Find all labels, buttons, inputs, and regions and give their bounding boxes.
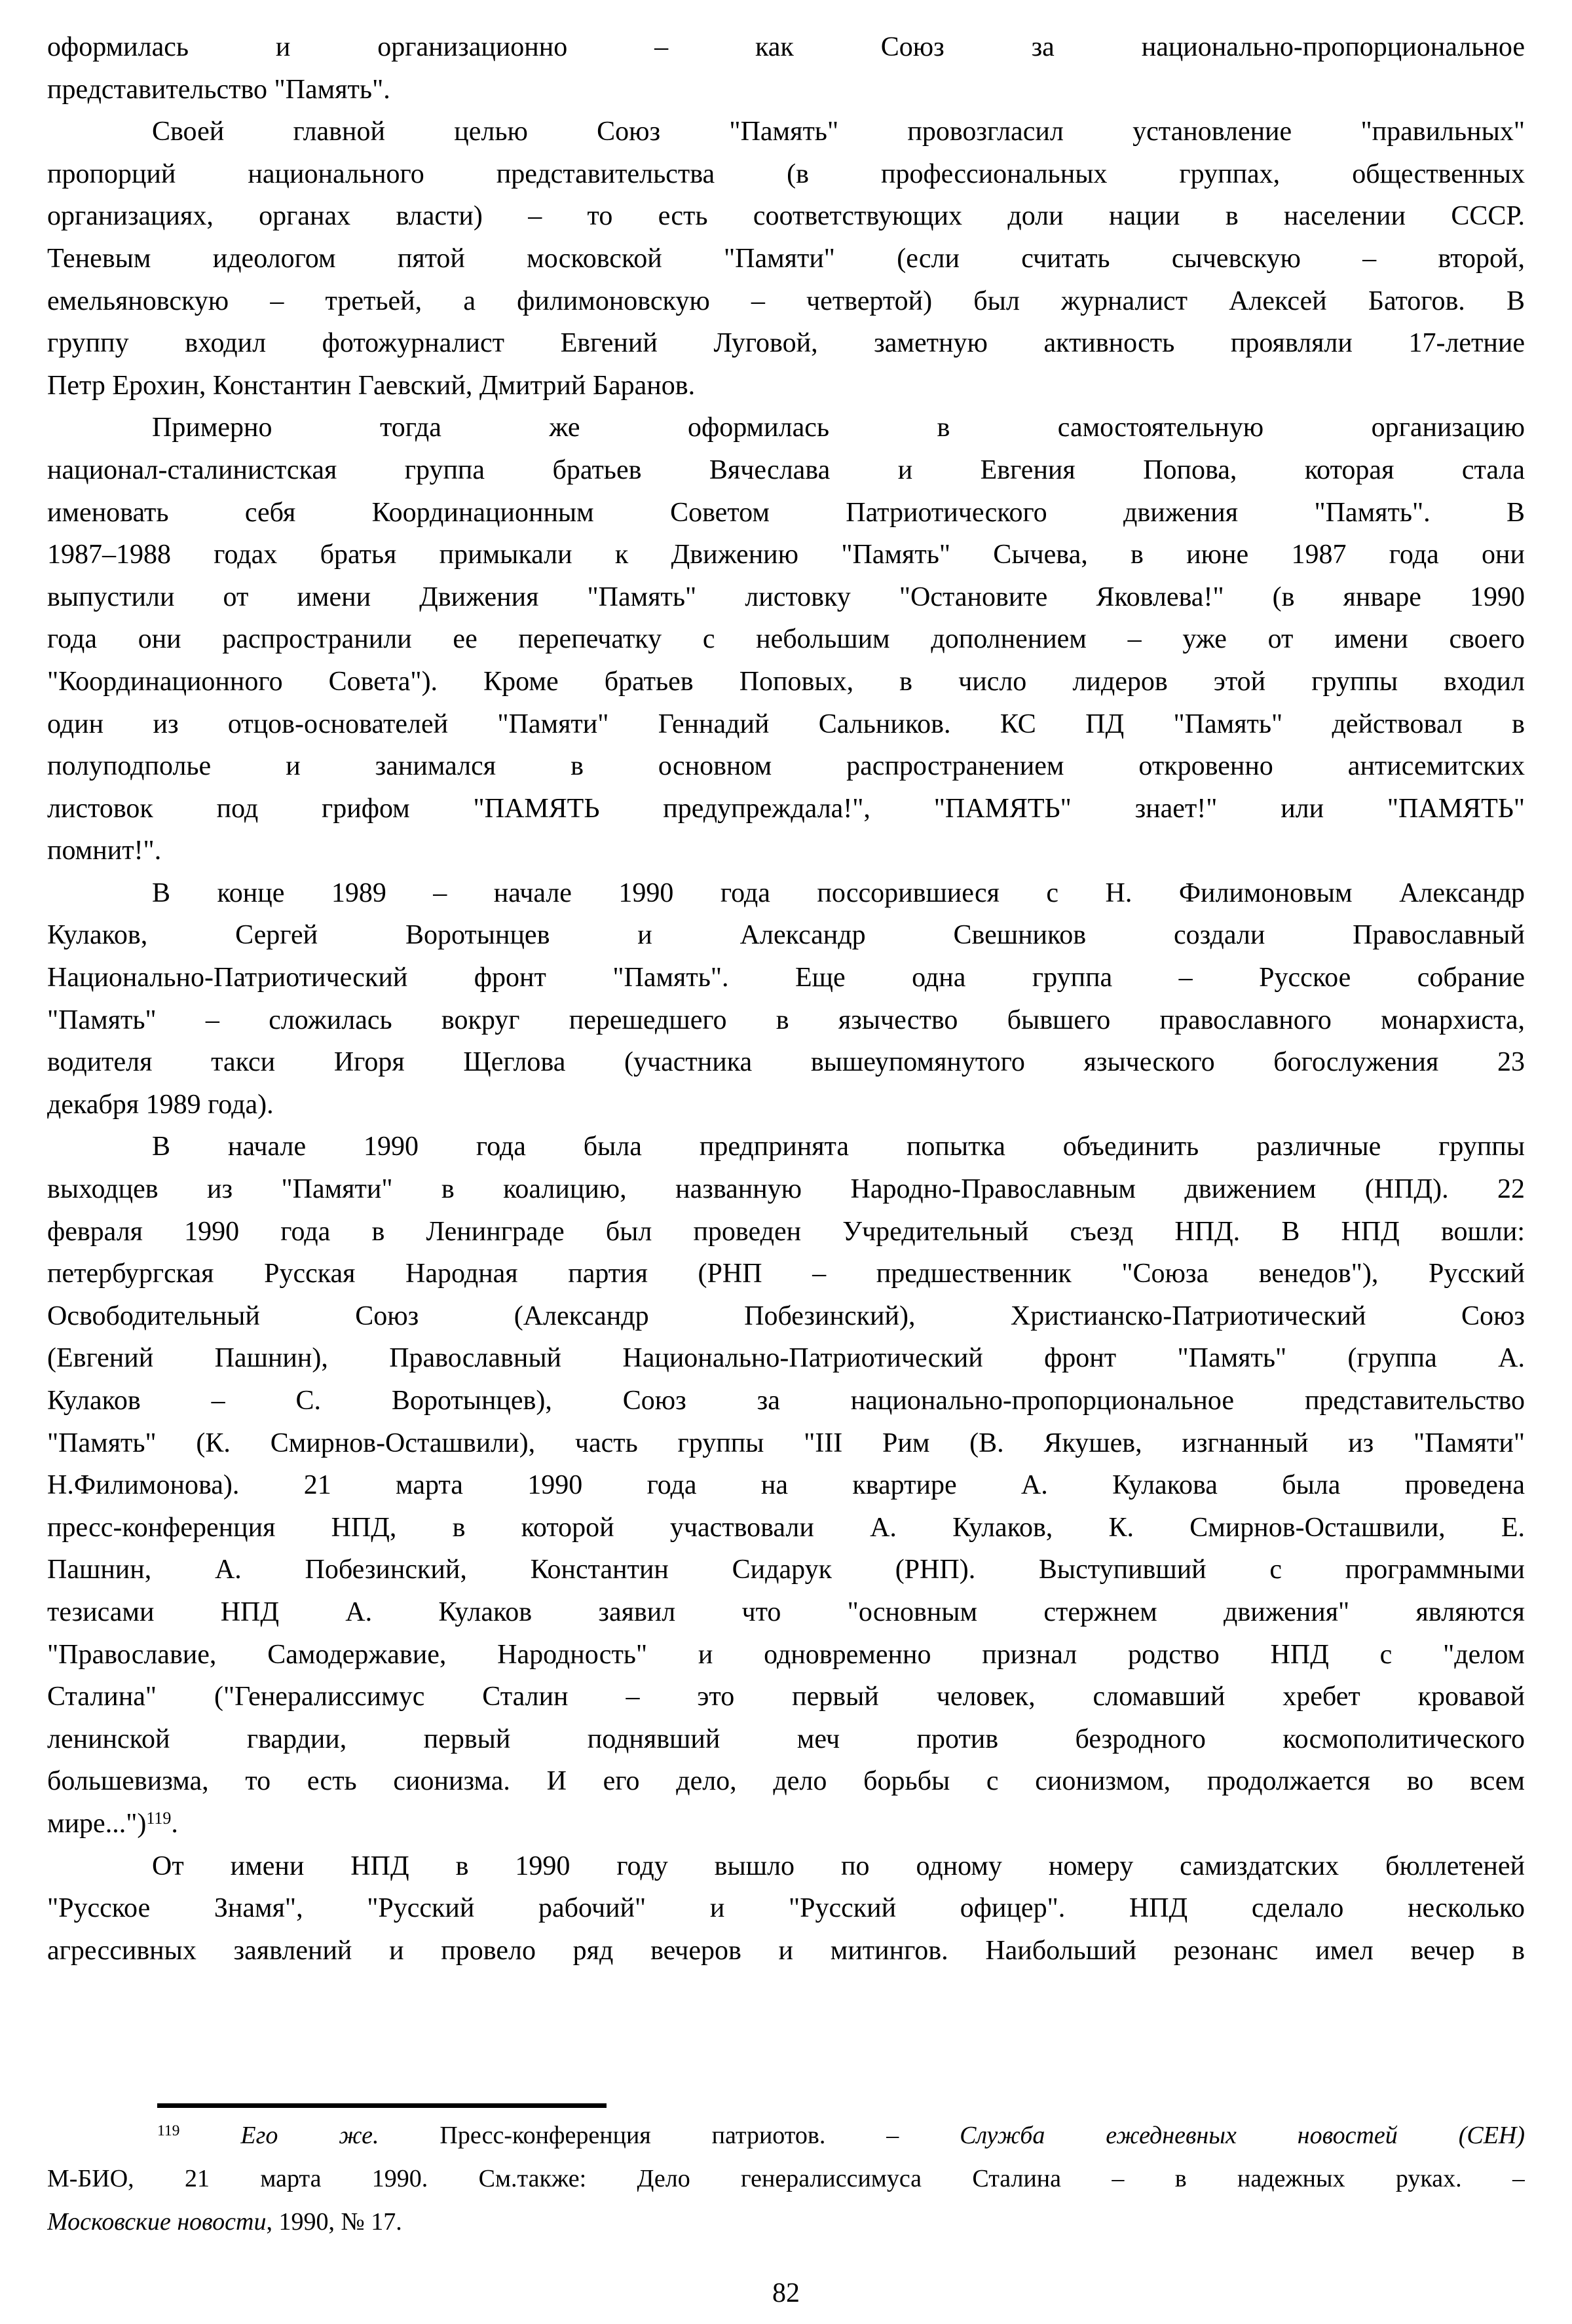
text-segment: "Православие, Самодержавие, Народность" и одновременно признал родство НПД с "делом	[47, 1639, 1525, 1670]
text-line	[47, 1253, 1525, 1295]
text-line	[47, 153, 1525, 196]
text-segment: "Память" (К. Смирнов-Осташвили), часть группы "III Рим (В. Якушев, изгнанный из "Памяти"	[47, 1428, 1525, 1458]
text-segment: емельяновскую – третьей, а филимоновскую – четвертой) был журналист Алексей Батогов. В	[47, 286, 1525, 316]
text-line	[47, 111, 1525, 153]
text-line	[47, 1422, 1525, 1465]
text-segment: именовать себя Координационным Советом Патриотического движения "Память". В	[47, 497, 1525, 528]
text-segment: 1987–1988 годах братья примыкали к Движению "Память" Сычева, в июне 1987 года они	[47, 540, 1525, 570]
text-segment: представительство "Память".	[47, 74, 390, 105]
main-text-block	[47, 26, 1525, 1972]
text-line	[47, 1295, 1525, 1338]
text-line	[47, 322, 1525, 365]
text-segment: В начале 1990 года была предпринята попытка объединить различные группы	[152, 1132, 1525, 1162]
text-segment: февраля 1990 года в Ленинграде был проведен Учредительный съезд НПД. В НПД вошли:	[47, 1216, 1525, 1247]
text-segment: Петр Ерохин, Константин Гаевский, Дмитрий Баранов.	[47, 370, 696, 401]
text-line	[47, 1126, 1525, 1168]
text-segment: Кулаков – С. Воротынцев), Союз за национально-пропорциональное представительство	[47, 1386, 1525, 1416]
text-segment: петербургская Русская Народная партия (РНП – предшественник "Союза венедов"), Русский	[47, 1259, 1525, 1289]
text-segment: листовок под грифом "ПАМЯТЬ предупреждала!", "ПАМЯТЬ" знает!" или "ПАМЯТЬ"	[47, 793, 1525, 824]
text-line	[47, 1803, 1525, 1845]
text-segment: один из отцов-основателей "Памяти" Геннадий Сальников. КС ПД "Память" действовал в	[47, 709, 1525, 739]
text-line	[47, 407, 1525, 449]
text-line	[47, 238, 1525, 280]
text-line	[47, 26, 1525, 69]
text-line	[47, 1591, 1525, 1634]
text-segment: М-БИО, 21 марта 1990. См.также: Дело генералиссимуса Сталина – в надежных руках. –	[47, 2165, 1525, 2192]
text-segment: ленинской гвардии, первый поднявший меч против безродного космополитического	[47, 1724, 1525, 1754]
paragraph	[47, 2114, 1525, 2243]
text-line	[47, 449, 1525, 492]
text-segment: Примерно тогда же оформилась в самостоятельную организацию	[152, 413, 1525, 443]
text-line	[47, 830, 1525, 872]
text-line	[47, 1930, 1525, 1972]
text-line	[47, 618, 1525, 661]
text-line	[47, 745, 1525, 788]
text-line	[47, 365, 1525, 407]
text-line	[47, 1887, 1525, 1930]
text-line	[47, 280, 1525, 323]
text-segment: "Русское Знамя", "Русский рабочий" и "Русский офицер". НПД сделало несколько	[47, 1893, 1525, 1924]
text-line	[47, 872, 1525, 915]
text-segment: От имени НПД в 1990 году вышло по одному номеру самиздатских бюллетеней	[152, 1851, 1525, 1881]
text-segment: помнит!".	[47, 836, 162, 866]
footnote-separator-rule	[157, 2103, 607, 2108]
footnote-block	[47, 2114, 1525, 2243]
text-line	[47, 2114, 1525, 2157]
text-line	[47, 788, 1525, 830]
text-line	[47, 703, 1525, 746]
text-segment: Пашнин, А. Побезинский, Константин Сидарук (РНП). Выступивший с программными	[47, 1555, 1525, 1585]
text-segment: национал-сталинистская группа братьев Вячеслава и Евгения Попова, которая стала	[47, 454, 1525, 485]
text-segment: организациях, органах власти) – то есть соответствующих доли нации в населении СССР.	[47, 201, 1525, 232]
text-segment: группу входил фотожурналист Евгений Луговой, заметную активность проявляли 17-летние	[47, 328, 1525, 359]
text-segment: Его же.	[240, 2122, 379, 2149]
text-segment: Московские новости	[47, 2208, 267, 2236]
text-line	[47, 957, 1525, 999]
text-line	[47, 1337, 1525, 1380]
text-line	[47, 492, 1525, 534]
text-segment: .	[171, 1808, 178, 1839]
footnote-reference-superscript: 119	[157, 2122, 180, 2140]
text-segment: Кулаков, Сергей Воротынцев и Александр Свешников создали Православный	[47, 920, 1525, 951]
text-segment: , 1990, № 17.	[266, 2208, 402, 2236]
text-line	[47, 1845, 1525, 1888]
text-segment: Освободительный Союз (Александр Побезинский), Христианско-Патриотический Союз	[47, 1300, 1525, 1331]
text-segment: "Координационного Совета"). Кроме братьев Поповых, в число лидеров этой группы входил	[47, 666, 1525, 697]
text-line	[47, 69, 1525, 111]
text-line	[47, 1380, 1525, 1422]
text-line	[47, 2200, 1525, 2243]
paragraph	[47, 1126, 1525, 1845]
text-segment: Национально-Патриотический фронт "Память". Еще одна группа – Русское собрание	[47, 963, 1525, 993]
text-line	[47, 1676, 1525, 1718]
text-line	[47, 1041, 1525, 1084]
text-segment: выпустили от имени Движения "Память" листовку "Остановите Яковлева!" (в январе 1990	[47, 581, 1525, 612]
text-segment: выходцев из "Памяти" в коалицию, названную Народно-Православным движением (НПД). 22	[47, 1174, 1525, 1205]
text-segment: агрессивных заявлений и провело ряд вечеров и митингов. Наибольший резонанс имел вечер в	[47, 1935, 1525, 1966]
text-segment: декабря 1989 года).	[47, 1089, 274, 1120]
text-segment: Служба ежедневных новостей (СЕН)	[960, 2122, 1525, 2149]
paragraph	[47, 111, 1525, 407]
text-line	[47, 195, 1525, 238]
text-line	[47, 576, 1525, 619]
footnote-reference-superscript: 119	[146, 1808, 172, 1828]
text-segment: "Память" – сложилась вокруг перешедшего в язычество бывшего православного монархиста,	[47, 1005, 1525, 1035]
text-line	[47, 661, 1525, 703]
text-segment: (Евгений Пашнин), Православный Национально-Патриотический фронт "Память" (группа А.	[47, 1343, 1525, 1374]
paragraph	[47, 872, 1525, 1126]
text-line	[47, 1211, 1525, 1253]
page-number: 82	[772, 2278, 800, 2308]
text-line	[47, 1507, 1525, 1549]
text-segment: мире...")	[47, 1808, 147, 1839]
text-segment	[179, 2122, 240, 2149]
paragraph	[47, 1845, 1525, 1972]
text-segment: водителя такси Игоря Щеглова (участника вышеупомянутого языческого богослужения 23	[47, 1047, 1525, 1078]
text-line	[47, 1084, 1525, 1126]
text-line	[47, 534, 1525, 576]
text-segment: Своей главной целью Союз "Память" провозгласил установление "правильных"	[152, 117, 1525, 147]
text-segment: оформилась и организационно – как Союз за национально-пропорциональное	[47, 32, 1525, 62]
text-line	[47, 999, 1525, 1042]
text-segment: Пресс-конференция патриотов. –	[379, 2122, 960, 2149]
text-segment: В конце 1989 – начале 1990 года поссорившиеся с Н. Филимоновым Александр	[152, 877, 1525, 908]
text-line	[47, 1549, 1525, 1591]
text-segment: большевизма, то есть сионизма. И его дело, дело борьбы с сионизмом, продолжается во всем	[47, 1766, 1525, 1797]
text-line	[47, 1760, 1525, 1803]
text-segment: тезисами НПД А. Кулаков заявил что "основным стержнем движения" являются	[47, 1596, 1525, 1627]
paragraph	[47, 407, 1525, 872]
text-line	[47, 1634, 1525, 1676]
text-line	[47, 914, 1525, 957]
paragraph	[47, 26, 1525, 111]
text-line	[47, 1464, 1525, 1507]
text-line	[47, 1718, 1525, 1761]
text-segment: пропорций национального представительства (в профессиональных группах, общественных	[47, 158, 1525, 189]
text-segment: Теневым идеологом пятой московской "Памяти" (если считать сычевскую – второй,	[47, 243, 1525, 274]
text-line	[47, 1168, 1525, 1211]
text-segment: пресс-конференция НПД, в которой участвовали А. Кулаков, К. Смирнов-Осташвили, Е.	[47, 1512, 1525, 1543]
text-segment: Н.Филимонова). 21 марта 1990 года на квартире А. Кулакова была проведена	[47, 1470, 1525, 1501]
text-segment: года они распространили ее перепечатку с небольшим дополнением – уже от имени своего	[47, 624, 1525, 655]
text-line	[47, 2157, 1525, 2200]
text-segment: Сталина" ("Генералиссимус Сталин – это первый человек, сломавший хребет кровавой	[47, 1682, 1525, 1712]
text-segment: полуподполье и занимался в основном распространением откровенно антисемитских	[47, 751, 1525, 782]
